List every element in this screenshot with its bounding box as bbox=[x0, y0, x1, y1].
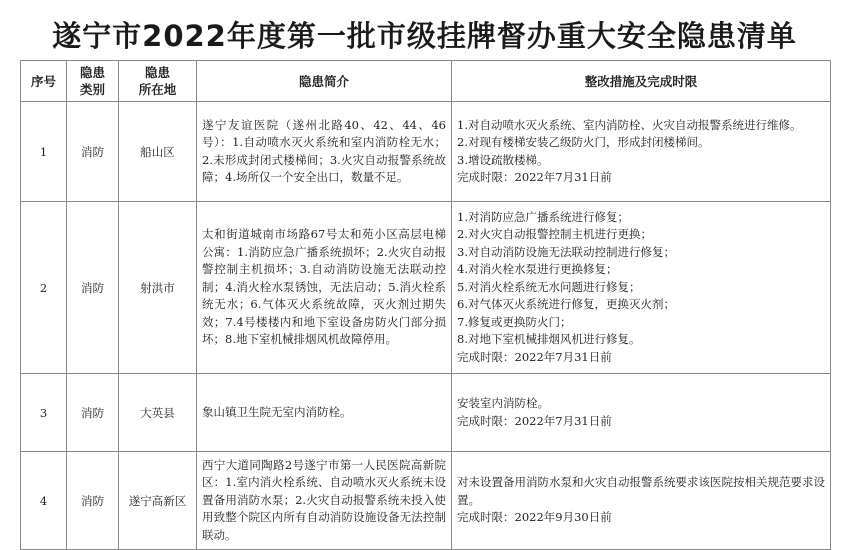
cell-type: 消防 bbox=[67, 102, 119, 202]
header-type bbox=[67, 61, 119, 102]
cell-measures bbox=[452, 202, 831, 374]
cell-type: 消防 bbox=[67, 452, 119, 550]
cell-no: 4 bbox=[21, 452, 67, 550]
measure-line: 5.对消火栓系统无水问题进行修复； bbox=[457, 279, 641, 294]
measure-line: 安装室内消防栓。 bbox=[457, 396, 549, 410]
table-row bbox=[21, 102, 831, 202]
measure-line: 完成时限：2022年9月30日前 bbox=[457, 510, 612, 525]
header-type-line: 类别 bbox=[79, 82, 105, 97]
cell-location: 大英县 bbox=[119, 374, 197, 452]
cell-no: 3 bbox=[21, 374, 67, 452]
measure-line: 2.对火灾自动报警控制主机进行更换； bbox=[457, 227, 652, 242]
cell-summary: 象山镇卫生院无室内消防栓。 bbox=[197, 374, 452, 452]
measure-line: 2.对现有楼梯安装乙级防火门，形成封闭楼梯间。 bbox=[457, 135, 710, 149]
cell-type: 消防 bbox=[67, 374, 119, 452]
table-row bbox=[21, 202, 831, 374]
cell-location: 遂宁高新区 bbox=[119, 452, 197, 550]
cell-no: 2 bbox=[21, 202, 67, 374]
cell-measures bbox=[452, 374, 831, 452]
measure-line: 对未设置备用消防水泵和火灾自动报警系统要求该医院按相关规范要求设置。 bbox=[457, 475, 825, 507]
header-location bbox=[119, 61, 197, 102]
header-location-line: 隐患 bbox=[144, 65, 170, 80]
cell-no: 1 bbox=[21, 102, 67, 202]
measure-line: 1.对自动喷水灭火系统、室内消防栓、火灾自动报警系统进行维修。 bbox=[457, 117, 802, 132]
measure-line: 完成时限：2022年7月31日前 bbox=[457, 349, 612, 364]
measure-line: 1.对消防应急广播系统进行修复； bbox=[457, 209, 629, 224]
table-header-row bbox=[21, 61, 831, 102]
measure-line: 7.修复或更换防火门； bbox=[457, 314, 572, 329]
cell-summary: 西宁大道同陶路2号遂宁市第一人民医院高新院区：1.室内消火栓系统、自动喷水灭火系统未设置备用消防水泵；2.火灾自动报警系统未投入使用致整个院区内所有自动消防设施设备无法控制联动。 bbox=[197, 452, 452, 550]
cell-location: 射洪市 bbox=[119, 202, 197, 374]
measure-line: 4.对消火栓水泵进行更换修复； bbox=[457, 262, 618, 277]
header-location-line: 所在地 bbox=[138, 82, 177, 97]
header-no: 序号 bbox=[21, 61, 67, 102]
cell-measures bbox=[452, 102, 831, 202]
page-title: 遂宁市2022年度第一批市级挂牌督办重大安全隐患清单 bbox=[52, 19, 797, 53]
cell-location: 船山区 bbox=[119, 102, 197, 202]
measure-line: 3.对自动消防设施无法联动控制进行修复； bbox=[457, 244, 675, 259]
hazard-table bbox=[20, 60, 831, 550]
cell-summary: 太和街道城南市场路67号太和苑小区高层电梯公寓：1.消防应急广播系统损坏；2.火灾自动报警控制主机损坏；3.自动消防设施无法联动控制；4.消火栓水泵锈蚀，无法启动；5.消火栓系统无水；6.气体灭火系统故障，灭火剂过期失效；7.4号楼楼内和地下室设备房防火门部分损坏；8.地下室机械排烟风机故障停用。 bbox=[197, 202, 452, 374]
header-measures: 整改措施及完成时限 bbox=[452, 61, 831, 102]
cell-type: 消防 bbox=[67, 202, 119, 374]
table-row bbox=[21, 452, 831, 550]
header-summary: 隐患简介 bbox=[197, 61, 452, 102]
header-type-line: 隐患 bbox=[79, 65, 105, 80]
table-row bbox=[21, 374, 831, 452]
measure-line: 完成时限：2022年7月31日前 bbox=[457, 413, 612, 428]
cell-summary: 遂宁友谊医院（遂州北路40、42、44、46号）：1.自动喷水灭火系统和室内消防栓无水；2.未形成封闭式楼梯间；3.火灾自动报警系统故障；4.场所仅一个安全出口，数量不足。 bbox=[197, 102, 452, 202]
measure-line: 完成时限：2022年7月31日前 bbox=[457, 170, 612, 184]
measure-line: 3.增设疏散楼梯。 bbox=[457, 152, 549, 167]
measure-line: 8.对地下室机械排烟风机进行修复。 bbox=[457, 332, 641, 347]
measure-line: 6.对气体灭火系统进行修复，更换灭火剂； bbox=[457, 297, 675, 312]
cell-measures bbox=[452, 452, 831, 550]
